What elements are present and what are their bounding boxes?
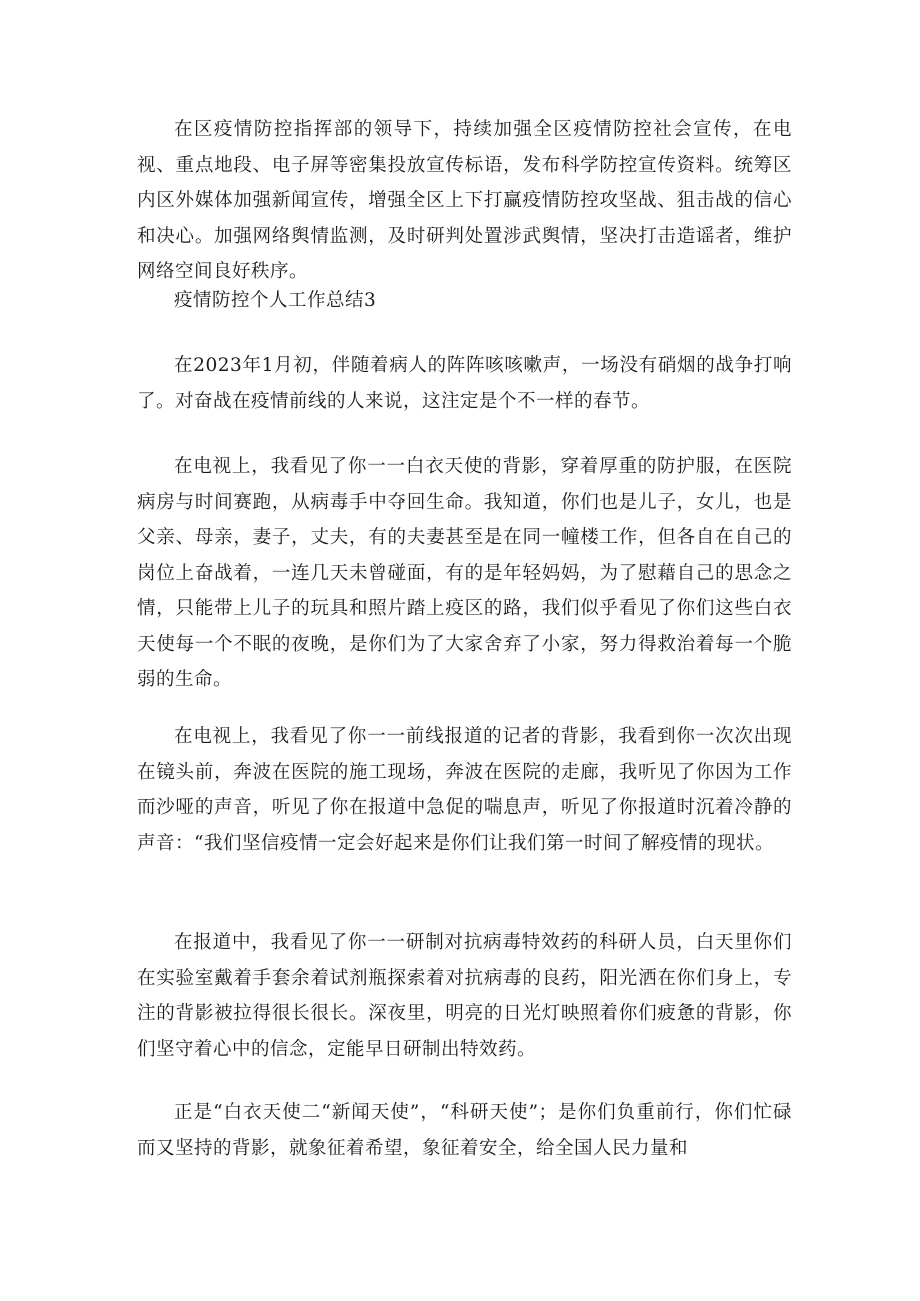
section-heading: 疫情防控个人工作总结3 [174, 290, 377, 311]
paragraph-medical-staff: 在电视上，我看见了你一一白衣天使的背影，穿着厚重的防护服，在医院病房与时间赛跑，从病毒手中夺回生命。我知道，你们也是儿子，女儿，也是父亲、母亲，妻子，丈夫，有的夫妻甚至是在同一幢楼工作，但各自在自己的岗位上奋战着，一连几天未曾碰面，有的是年轻妈妈，为了慰藉自己的思念之情，只能带上儿子的玩具和照片踏上疫区的路，我们似乎看见了你们这些白衣天使每一个不眠的夜晚，是你们为了大家舍弃了小家，努力得救治着每一个脆弱的生命。 [137, 456, 792, 690]
paragraph-intro: 在2023年1月初，伴随着病人的阵阵咳咳嗽声，一场没有硝烟的战争打响了。对奋战在疫情前线的人来说，这注定是个不一样的春节。 [137, 355, 792, 412]
paragraph-propaganda: 在区疫情防控指挥部的领导下，持续加强全区疫情防控社会宣传，在电视、重点地段、电子屏等密集投放宣传标语，发布科学防控宣传资料。统筹区内区外媒体加强新闻宣传，增强全区上下打赢疫情防控攻坚战、狙击战的信心和决心。加强网络舆情监测，及时研判处置涉武舆情，坚决打击造谣者，维护网络空间良好秩序。 [137, 119, 792, 282]
paragraph-researchers: 在报道中，我看见了你一一研制对抗病毒特效药的科研人员，白天里你们在实验室戴着手套余着试剂瓶探索着对抗病毒的良药，阳光洒在你们身上，专注的背影被拉得很长很长。深夜里，明亮的日光灯映照着你们疲惫的背影，你们坚守着心中的信念，定能早日研制出特效药。 [137, 932, 792, 1060]
paragraph-conclusion: 正是“白衣天使二“新闻天使”，“科研天使”；是你们负重前行，你们忙碌而又坚持的背影，就象征着希望，象征着安全，给全国人民力量和 [137, 1102, 792, 1159]
paragraph-reporters: 在电视上，我看见了你一一前线报道的记者的背影，我看到你一次次出现在镜头前，奔波在医院的施工现场，奔波在医院的走廊，我听见了你因为工作而沙哑的声音，听见了你在报道中急促的喘息声，听见了你报道时沉着冷静的声音：“我们坚信疫情一定会好起来是你们让我们第一时间了解疫情的现状。 [137, 726, 792, 854]
